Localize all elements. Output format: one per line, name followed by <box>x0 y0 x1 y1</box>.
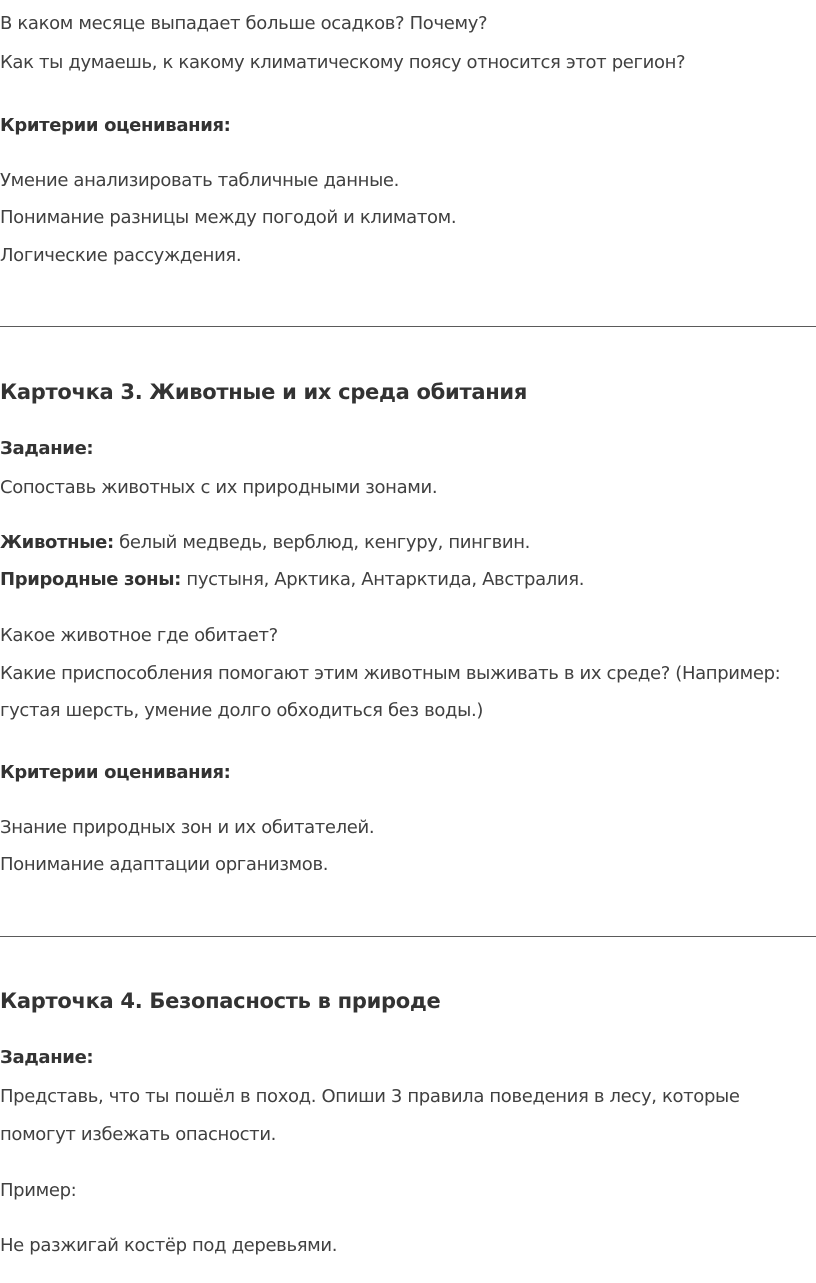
card4-example-rule: Не разжигай костёр под деревьями. <box>0 1235 338 1256</box>
card2-criteria-heading: Критерии оценивания: <box>0 115 231 136</box>
card4-example-label: Пример: <box>0 1180 77 1201</box>
card3-zones <box>0 568 584 592</box>
card2-criterion-1: Умение анализировать табличные данные. <box>0 170 400 191</box>
card3-animals-text: белый медведь, верблюд, кенгуру, пингвин. <box>113 532 531 553</box>
divider-1 <box>0 326 816 327</box>
card3-animals-label: Животные: <box>0 532 114 553</box>
card2-criterion-2: Понимание разницы между погодой и климатом. <box>0 207 457 228</box>
card3-question-1: Какое животное где обитает? <box>0 625 278 646</box>
card3-task-text: Сопоставь животных с их природными зонами. <box>0 477 438 498</box>
card3-criterion-2: Понимание адаптации организмов. <box>0 854 329 875</box>
card3-task-label: Задание: <box>0 438 94 459</box>
card3-question-2-cont: густая шерсть, умение долго обходиться без воды.) <box>0 700 484 721</box>
card3-animals <box>0 531 530 555</box>
card3-zones-label: Природные зоны: <box>0 569 182 590</box>
card4-title: Карточка 4. Безопасность в природе <box>0 989 441 1013</box>
card3-title: Карточка 3. Животные и их среда обитания <box>0 380 527 404</box>
card3-zones-text: пустыня, Арктика, Антарктида, Австралия. <box>181 569 585 590</box>
card4-task-line-1: Представь, что ты пошёл в поход. Опиши 3 правила поведения в лесу, которые <box>0 1086 740 1107</box>
divider-2 <box>0 936 816 937</box>
card2-question-2: Как ты думаешь, к какому климатическому поясу относится этот регион? <box>0 52 686 73</box>
card3-question-2: Какие приспособления помогают этим животным выживать в их среде? (Например: <box>0 663 781 684</box>
card3-criterion-1: Знание природных зон и их обитателей. <box>0 817 375 838</box>
card4-task-label: Задание: <box>0 1047 94 1068</box>
card2-question-1: В каком месяце выпадает больше осадков? Почему? <box>0 13 488 34</box>
card4-task-line-2: помогут избежать опасности. <box>0 1124 277 1145</box>
card2-criterion-3: Логические рассуждения. <box>0 245 242 266</box>
card3-criteria-heading: Критерии оценивания: <box>0 762 231 783</box>
